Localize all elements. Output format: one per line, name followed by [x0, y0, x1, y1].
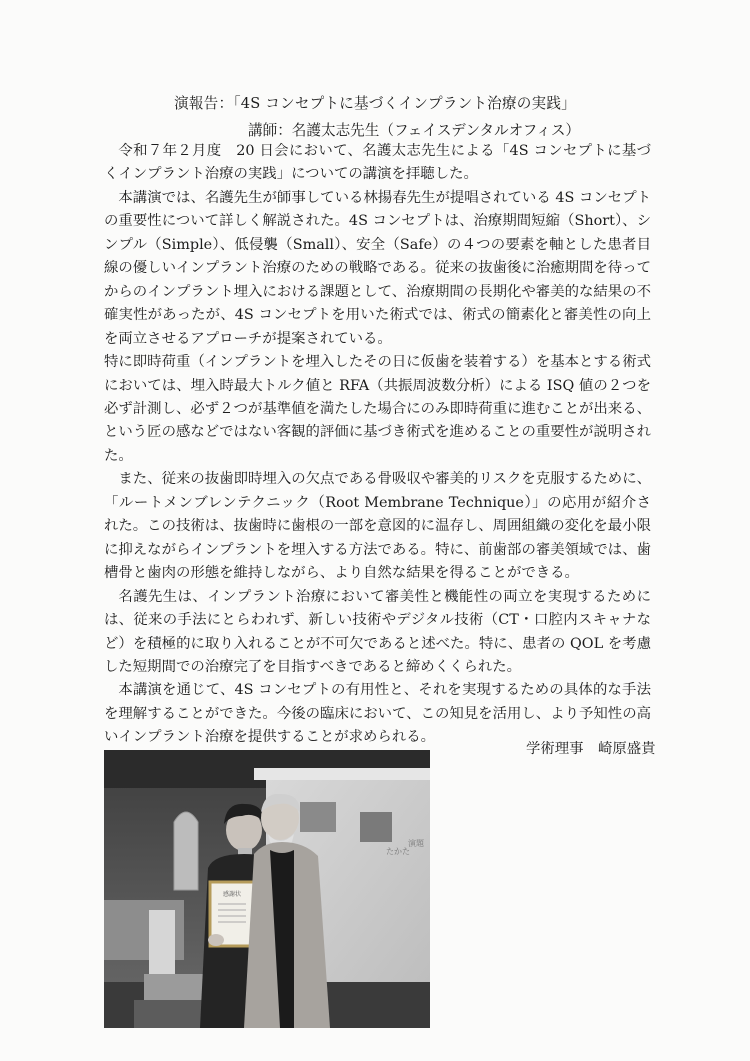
report-title: 演報告：「4S コンセプトに基づくインプラント治療の実践」: [174, 95, 576, 112]
body-paragraph: 特に即時荷重（インプラントを埋入したその日に仮歯を装着する）を基本とする術式においては、埋入時最大トルク値と RFA（共振周波数分析）による ISQ 値の２つを必ず計測し、必ず２つが基準値を満たした場合にのみ即時荷重に進むことが出来る、という匠の感などではない客観的評価に基づき術式を進めることの重要性が説明された。: [104, 354, 651, 464]
report-body: [104, 140, 651, 750]
body-paragraph: 本講演では、名護先生が師事している林揚春先生が提唱されている 4S コンセプトの重要性について詳しく解説された。4S コンセプトは、治療期間短縮（Short）、シンプル（Simple）、低侵襲（Small）、安全（Safe）の４つの要素を軸とした患者目線の優しいインプラント治療のための戦略である。従来の抜歯後に治癒期間を待ってからのインプラント埋入における課題として、治療期間の長期化や審美的な結果の不確実性があったが、4S コンセプトを用いた術式では、術式の簡素化と審美性の向上を両立させるアプローチが提案されている。: [104, 189, 651, 347]
speaker-line: 講師：名護太志先生（フェイスデンタルオフィス）: [248, 122, 581, 139]
screen-caption: 演題: [408, 839, 424, 848]
body-paragraph: 本講演を通じて、4S コンセプトの有用性と、それを実現するための具体的な手法を理解することができた。今後の臨床において、この知見を活用し、より予知性の高いインプラント治療を提供することが求められる。: [104, 682, 651, 746]
author-signature: 学術理事 崎原盛貴: [526, 741, 656, 757]
body-paragraph: また、従来の抜歯即時埋入の欠点である骨吸収や審美的リスクを克服するために、「ルートメンブレンテクニック（Root Membrane Technique）」の応用が紹介された。この技術は、抜歯時に歯根の一部を意図的に温存し、周囲組織の変化を最小限に抑えながらインプラントを埋入する方法である。特に、前歯部の審美領域では、歯槽骨と歯肉の形態を維持しながら、より自然な結果を得ることができる。: [104, 471, 651, 582]
body-paragraph: 令和７年２月度 20 日会において、名護太志先生による「4S コンセプトに基づくインプラント治療の実践」についての講演を拝聴した。: [104, 143, 651, 183]
body-paragraph: 名護先生は、インプラント治療において審美性と機能性の両立を実現するためには、従来の手法にとらわれず、新しい技術やデジタル技術（CT・口腔内スキャナなど）を積極的に取り入れることが不可欠であると述べた。特に、患者の QOL を考慮した短期間での治療完了を目指すべきであると締めくくられた。: [104, 588, 651, 675]
photo-illustration: [104, 750, 430, 1028]
event-photo: [104, 750, 430, 1028]
certificate-heading: 感謝状: [222, 891, 242, 898]
screen-caption: たかた: [386, 847, 410, 856]
